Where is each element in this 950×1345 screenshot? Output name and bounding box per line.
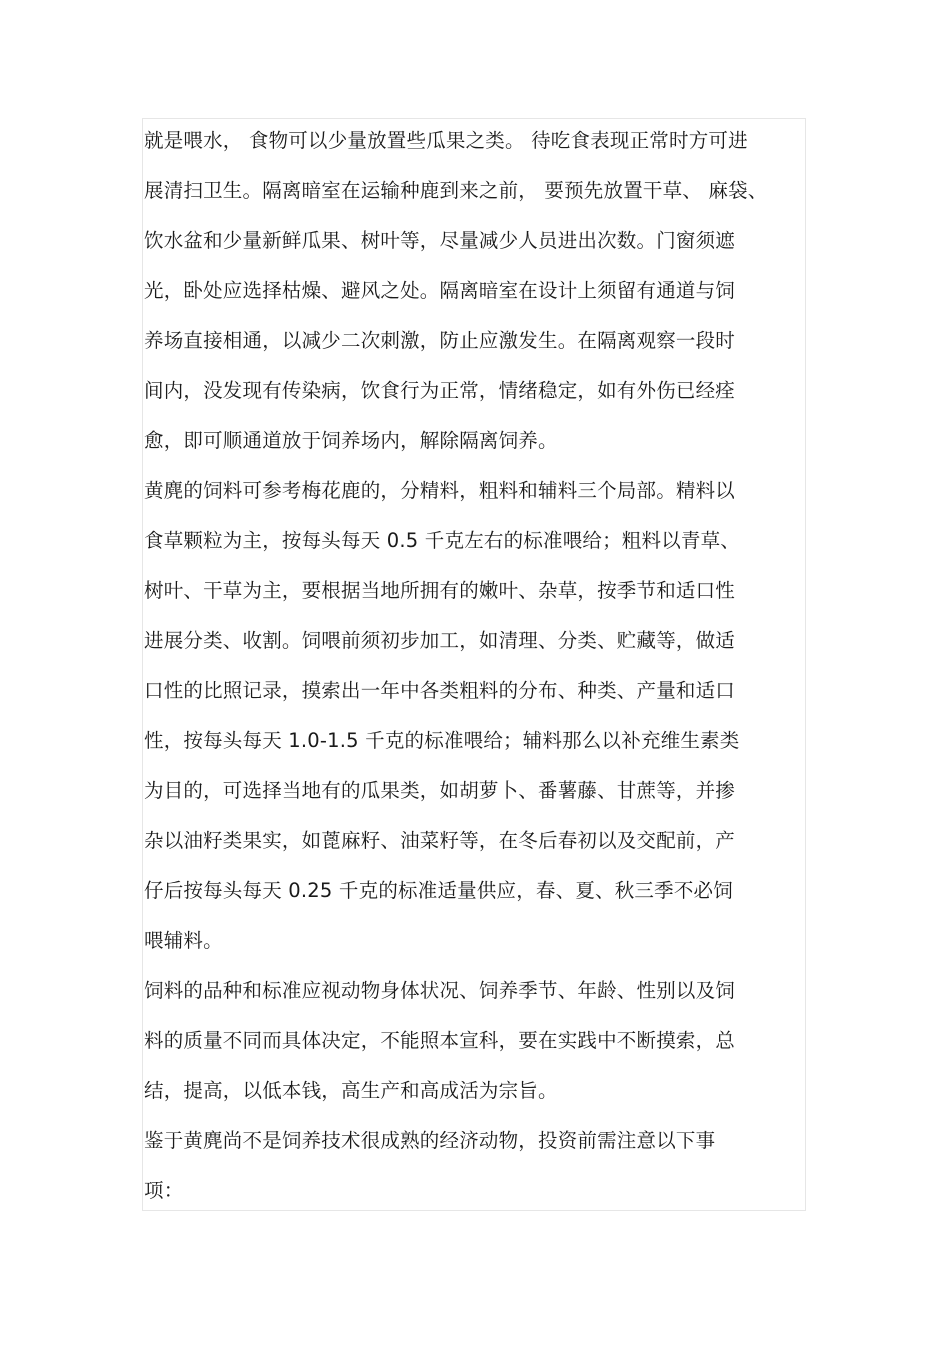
text-line: 饲料的品种和标准应视动物身体状况、饲养季节、年龄、性别以及饲 (144, 979, 736, 1002)
text-line: 愈，即可顺通道放于饲养场内，解除隔离饲养。 (144, 429, 558, 452)
text-line: 食草颗粒为主，按每头每天 0.5 千克左右的标准喂给；粗料以青草、 (144, 529, 741, 552)
text-line: 结，提高，以低本钱，高生产和高成活为宗旨。 (144, 1079, 558, 1102)
text-line: 料的质量不同而具体决定，不能照本宣科，要在实践中不断摸索，总 (144, 1029, 736, 1052)
text-line: 饮水盆和少量新鲜瓜果、树叶等，尽量减少人员进出次数。门窗须遮 (144, 229, 736, 252)
text-line: 进展分类、收割。饲喂前须初步加工，如清理、分类、贮藏等，做适 (144, 629, 736, 652)
text-line: 仔后按每头每天 0.25 千克的标准适量供应，春、夏、秋三季不必饲 (144, 879, 733, 902)
text-line: 喂辅料。 (144, 929, 223, 952)
text-line: 就是喂水， 食物可以少量放置些瓜果之类。 待吃食表现正常时方可进 (144, 129, 748, 152)
document-body (144, 116, 814, 1216)
text-line: 为目的，可选择当地有的瓜果类，如胡萝卜、番薯藤、甘蔗等，并掺 (144, 779, 736, 802)
text-line: 间内，没发现有传染病，饮食行为正常，情绪稳定，如有外伤已经痊 (144, 379, 736, 402)
text-line: 展清扫卫生。隔离暗室在运输种鹿到来之前， 要预先放置干草、 麻袋、 (144, 179, 768, 202)
text-line: 口性的比照记录，摸索出一年中各类粗料的分布、种类、产量和适口 (144, 679, 736, 702)
text-line: 鉴于黄麂尚不是饲养技术很成熟的经济动物，投资前需注意以下事 (144, 1129, 716, 1152)
text-line: 树叶、干草为主，要根据当地所拥有的嫩叶、杂草，按季节和适口性 (144, 579, 736, 602)
text-line: 性，按每头每天 1.0-1.5 千克的标准喂给；辅料那么以补充维生素类 (144, 729, 740, 752)
text-line: 养场直接相通，以减少二次刺激，防止应激发生。在隔离观察一段时 (144, 329, 736, 352)
text-line: 黄麂的饲料可参考梅花鹿的，分精料，粗料和辅料三个局部。精料以 (144, 479, 736, 502)
text-line: 杂以油籽类果实，如蓖麻籽、油菜籽等，在冬后春初以及交配前，产 (144, 829, 736, 852)
text-line: 项： (144, 1179, 184, 1202)
text-line: 光，卧处应选择枯燥、避风之处。隔离暗室在设计上须留有通道与饲 (144, 279, 736, 302)
